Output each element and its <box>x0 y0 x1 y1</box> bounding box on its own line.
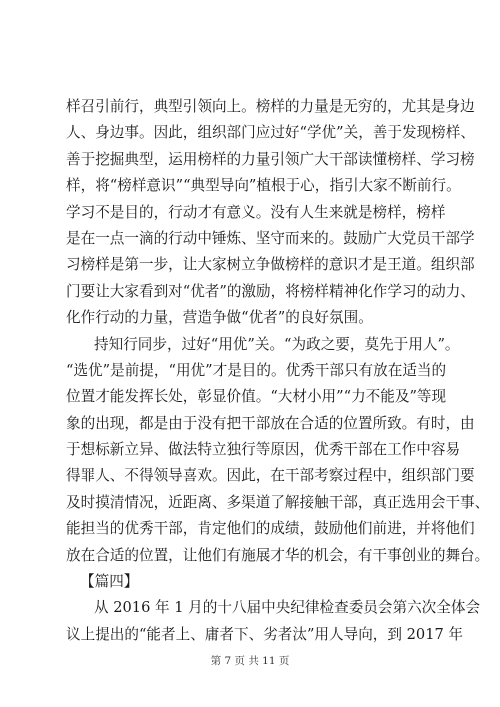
text-line: 学习不是目的，行动才有意义。没有人生来就是榜样，榜样 <box>66 203 446 221</box>
text-line: 持知行同步，过好“用优”关。“为政之要，莫先于用人”。 <box>94 335 460 353</box>
text-line: 得罪人、不得领导喜欢。因此，在干部考察过程中，组织部门要 <box>66 467 475 485</box>
paragraph <box>66 94 475 332</box>
paragraph <box>66 332 490 570</box>
text-line: 样召引前行，典型引领向上。榜样的力量是无穷的，尤其是身边 <box>66 98 475 115</box>
text-line: 人、身边事。因此，组织部门应过好“学优”关，善于发现榜样、 <box>66 124 475 142</box>
heading-text: 【篇四】 <box>80 573 139 591</box>
section-heading <box>66 569 436 595</box>
text-line: 议上提出的“能者上、庸者下、劣者汰”用人导向，到 2017 年 <box>66 625 463 643</box>
text-line: 及时摸清情况，近距离、多渠道了解接触干部，真正选用会干事、 <box>66 493 490 511</box>
text-line: 门要让大家看到对“优者”的激励，将榜样精神化作学习的动力、 <box>66 282 475 300</box>
text-line: 化作行动的力量，营造争做“优者”的良好氛围。 <box>66 309 373 327</box>
text-line: 位置才能发挥长处，彰显价值。“大材小用”“力不能及”等现 <box>66 388 447 406</box>
text-line: 能担当的优秀干部，肯定他们的成绩，鼓励他们前进，并将他们 <box>66 520 475 538</box>
text-line: 习榜样是第一步，让大家树立争做榜样的意识才是王道。组织部 <box>66 256 475 274</box>
text-line: 从 2016 年 1 月的十八届中央纪律检查委员会第六次全体会 <box>94 599 481 617</box>
text-line: 是在一点一滴的行动中锤炼、坚守而来的。鼓励广大党员干部学 <box>66 229 475 247</box>
text-line: 放在合适的位置，让他们有施展才华的机会，有干事创业的舞台。 <box>66 546 490 564</box>
text-line: 善于挖掘典型，运用榜样的力量引领广大干部读懂榜样、学习榜 <box>66 150 475 168</box>
text-line: 于想标新立异、做法特立独行等原因，优秀干部在工作中容易 <box>66 441 461 459</box>
text-line: 样，将“榜样意识”“典型导向”植根于心，指引大家不断前行。 <box>66 177 461 195</box>
document-body <box>66 94 490 648</box>
page-footer: 第 7 页 共 11 页 <box>210 655 290 667</box>
text-line: 象的出现，都是由于没有把干部放在合适的位置所致。有时，由 <box>66 414 475 432</box>
text-line: “选优”是前提，“用优”才是目的。优秀干部只有放在适当的 <box>66 361 447 379</box>
paragraph <box>66 595 481 648</box>
